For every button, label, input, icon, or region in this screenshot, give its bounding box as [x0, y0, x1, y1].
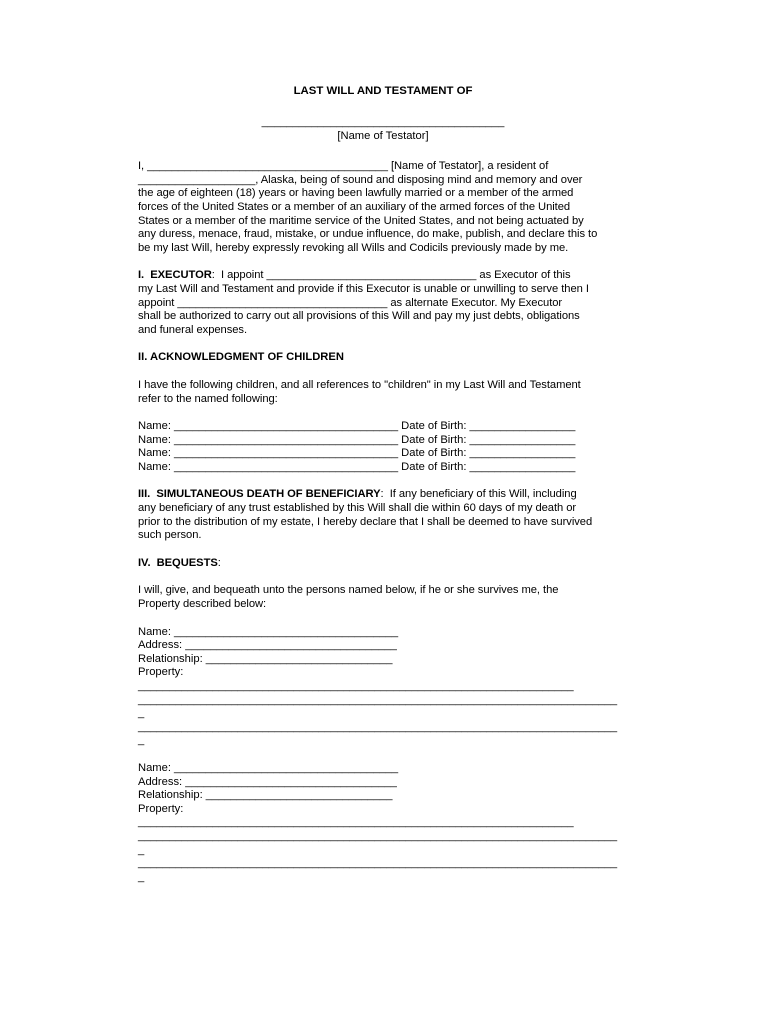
bequests-heading: IV. BEQUESTS	[138, 556, 218, 569]
bequest-property-line: _____________________________________________________________________________	[138, 693, 618, 706]
intro-line: I, _______________________________________ [Name of Testator], a resident of	[138, 160, 549, 173]
bequests-heading-line	[138, 557, 628, 571]
intro-line: any duress, menace, fraud, mistake, or undue influence, do make, publish, and declare this to	[138, 228, 598, 241]
bequest-relationship-field: Relationship: ______________________________	[138, 652, 393, 665]
children-intro-line: I have the following children, and all references to "children" in my Last Will and Testament	[138, 378, 581, 391]
intro-line: ___________________, Alaska, being of sound and disposing mind and memory and over	[138, 173, 583, 186]
simultaneous-line: such person.	[138, 529, 202, 542]
executor-line: shall be authorized to carry out all provisions of this Will and pay my just debts, obligations	[138, 310, 580, 323]
executor-first-line-text: : I appoint __________________________________ as Executor of this	[211, 269, 571, 282]
executor-section	[138, 269, 628, 337]
bequest-name-field: Name: ____________________________________	[138, 625, 399, 638]
bequest-property-line: _____________________________________________________________________________	[138, 720, 618, 733]
children-section	[138, 351, 628, 474]
bequest-property-line: _	[138, 843, 145, 856]
bequest-address-field: Address: __________________________________	[138, 639, 397, 652]
bequests-intro-line: Property described below:	[138, 598, 267, 611]
bequest-entry	[138, 626, 628, 748]
intro-line: the age of eighteen (18) years or having been lawfully married or a member of the armed	[138, 187, 574, 200]
testator-name-label: [Name of Testator]	[337, 129, 429, 142]
bequest-entry	[138, 762, 628, 884]
bequests-intro-line: I will, give, and bequeath unto the persons named below, if he or she survives me, the	[138, 584, 559, 597]
child-row: Name: ____________________________________ Date of Birth: _________________	[138, 433, 576, 446]
child-row: Name: ____________________________________ Date of Birth: _________________	[138, 460, 576, 473]
bequest-relationship-field: Relationship: ______________________________	[138, 789, 393, 802]
children-intro-line: refer to the named following:	[138, 392, 278, 405]
bequest-name-field: Name: ____________________________________	[138, 761, 399, 774]
intro-line: forces of the United States or a member of an auxiliary of the armed forces of the United	[138, 200, 571, 213]
child-row: Name: ____________________________________ Date of Birth: _________________	[138, 420, 576, 433]
simultaneous-line: any beneficiary of any trust established by this Will shall die within 60 days of my death or	[138, 502, 577, 515]
testator-name-blank: _______________________________________	[261, 116, 505, 128]
executor-line: appoint __________________________________ as alternate Executor. My Executor	[138, 296, 563, 309]
simultaneous-heading: III. SIMULTANEOUS DEATH OF BENEFICIARY	[138, 488, 381, 501]
simultaneous-first-line	[138, 488, 628, 502]
child-row: Name: ____________________________________ Date of Birth: _________________	[138, 447, 576, 460]
document-title: LAST WILL AND TESTAMENT OF	[293, 85, 473, 97]
executor-line: and funeral expenses.	[138, 323, 248, 336]
bequest-property-line: ______________________________________________________________________	[138, 680, 574, 692]
bequest-property-line: _____________________________________________________________________________	[138, 829, 618, 842]
simultaneous-death-section	[138, 488, 628, 542]
children-heading: II. ACKNOWLEDGMENT OF CHILDREN	[138, 351, 344, 364]
bequests-heading-suffix: :	[217, 556, 221, 569]
bequests-section	[138, 557, 628, 884]
intro-line: be my last Will, hereby expressly revoking all Wills and Codicils previously made by me.	[138, 241, 569, 254]
executor-heading: I. EXECUTOR	[138, 269, 212, 282]
intro-line: States or a member of the maritime service of the United States, and not being actuated by	[138, 214, 584, 227]
bequest-property-line: _____________________________________________________________________________	[138, 857, 618, 870]
bequest-property-line: ______________________________________________________________________	[138, 816, 574, 829]
executor-line: my Last Will and Testament and provide if this Executor is unable or unwilling to serve then I	[138, 282, 589, 295]
simultaneous-first-line-text: : If any beneficiary of this Will, including	[380, 488, 577, 501]
bequest-property-line: _	[138, 734, 145, 747]
bequest-property-label: Property:	[138, 666, 184, 679]
bequest-property-line: _	[138, 870, 145, 883]
intro-paragraph	[138, 160, 628, 255]
bequest-property-label: Property:	[138, 802, 184, 815]
executor-first-line	[138, 269, 628, 283]
simultaneous-line: prior to the distribution of my estate, I hereby declare that I shall be deemed to have survived	[138, 515, 593, 528]
bequest-property-line: _	[138, 707, 145, 720]
bequest-address-field: Address: __________________________________	[138, 775, 397, 788]
